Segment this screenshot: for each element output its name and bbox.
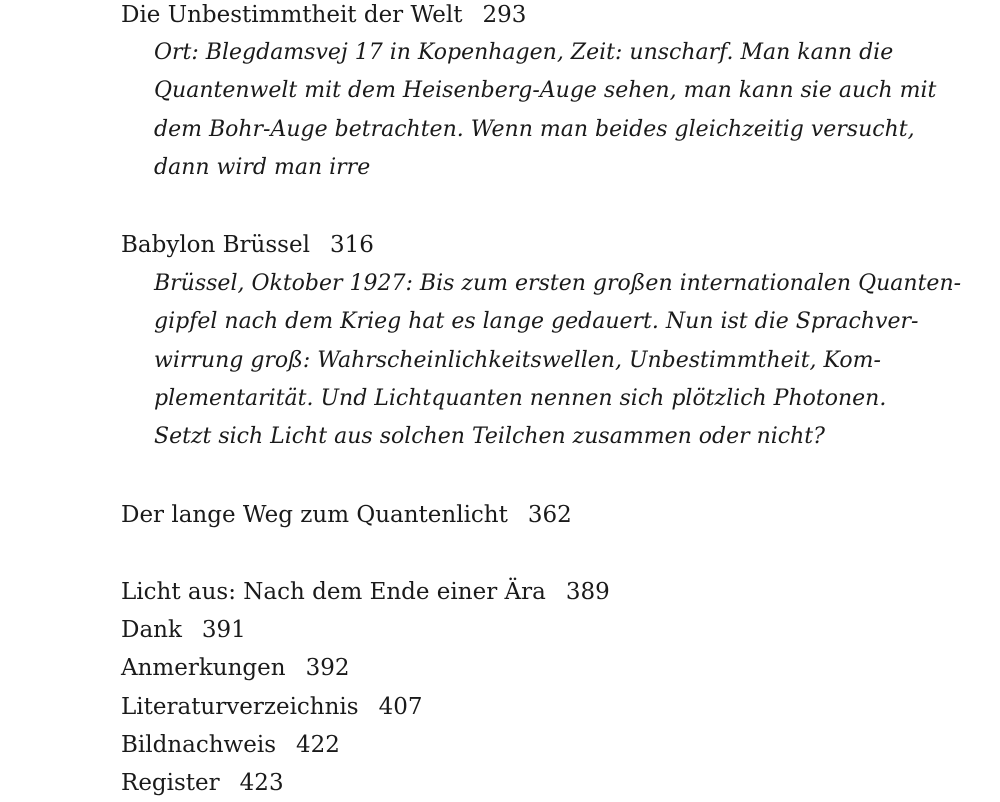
toc-entry-title: Licht aus: Nach dem Ende einer Ära bbox=[121, 579, 546, 605]
description-line: gipfel nach dem Krieg hat es lange gedauert. Nun ist die Sprachver- bbox=[154, 309, 919, 335]
toc-entry-page-number: 316 bbox=[329, 232, 374, 258]
toc-entry-page-number: 407 bbox=[378, 694, 423, 720]
toc-entry-literaturverzeichnis bbox=[121, 688, 423, 726]
toc-entry-title: Bildnachweis bbox=[121, 732, 277, 758]
toc-entry-quantenlicht bbox=[121, 496, 572, 534]
toc-entry-title: Anmerkungen bbox=[121, 655, 286, 681]
description-line: wirrung groß: Wahrscheinlichkeitswellen, Unbestimmtheit, Kom- bbox=[154, 347, 881, 373]
toc-entry-babylon-bruessel bbox=[121, 226, 374, 264]
toc-entry-anmerkungen bbox=[121, 649, 349, 687]
toc-entry-title: Die Unbestimmtheit der Welt bbox=[121, 2, 463, 28]
toc-entry-licht-aus bbox=[121, 573, 610, 611]
toc-entry-unbestimmtheit bbox=[121, 0, 526, 34]
toc-entry-title: Der lange Weg zum Quantenlicht bbox=[121, 502, 508, 528]
description-line: Ort: Blegdamsvej 17 in Kopenhagen, Zeit: unscharf. Man kann die bbox=[154, 40, 894, 65]
toc-entry-page-number: 391 bbox=[201, 617, 246, 643]
toc-entry-description bbox=[154, 265, 962, 456]
toc-entry-page-number: 392 bbox=[305, 655, 350, 681]
toc-entry-description bbox=[154, 34, 937, 187]
toc-entry-title: Register bbox=[121, 770, 220, 796]
toc-entry-page-number: 422 bbox=[296, 732, 340, 758]
toc-entry-title: Dank bbox=[121, 617, 182, 643]
description-line: Setzt sich Licht aus solchen Teilchen zusammen oder nicht? bbox=[154, 424, 825, 450]
toc-entry-page-number: 423 bbox=[239, 770, 284, 796]
toc-entry-page-number: 362 bbox=[527, 502, 572, 528]
toc-entry-title: Literaturverzeichnis bbox=[121, 694, 359, 720]
description-line: plementarität. Und Lichtquanten nennen sich plötzlich Photonen. bbox=[154, 385, 887, 411]
toc-entry-title: Babylon Brüssel bbox=[121, 232, 310, 258]
toc-entry-page-number: 389 bbox=[565, 579, 610, 605]
toc-entry-register bbox=[121, 764, 284, 802]
description-line: Brüssel, Oktober 1927: Bis zum ersten großen internationalen Quanten- bbox=[154, 271, 962, 296]
toc-entry-page-number: 293 bbox=[482, 2, 527, 28]
description-line: dann wird man irre bbox=[154, 154, 371, 180]
description-line: dem Bohr-Auge betrachten. Wenn man beides gleichzeitig versucht, bbox=[154, 116, 915, 142]
toc-entry-dank bbox=[121, 611, 246, 649]
toc-entry-bildnachweis bbox=[121, 726, 340, 764]
description-line: Quantenwelt mit dem Heisenberg-Auge sehen, man kann sie auch mit bbox=[154, 78, 937, 104]
